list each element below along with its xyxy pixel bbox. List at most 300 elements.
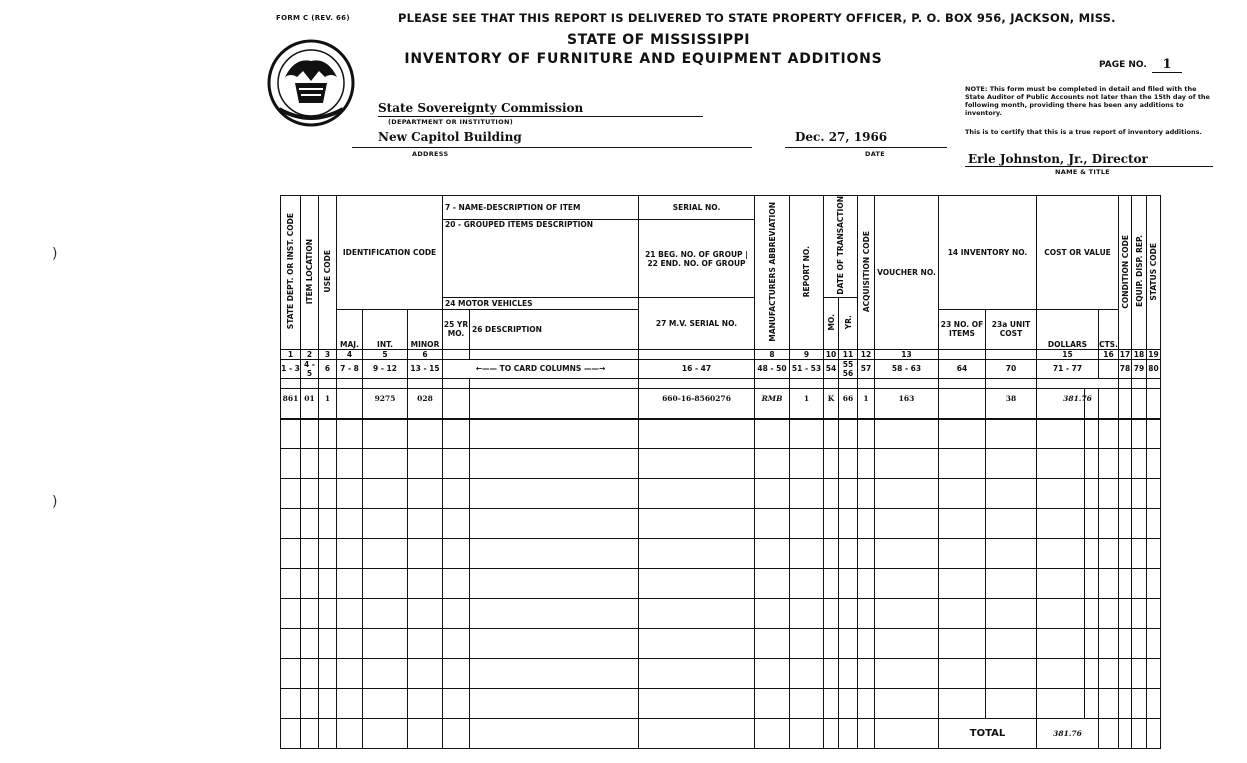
blank-cell: [470, 419, 639, 449]
blank-cell: [839, 449, 858, 479]
inventory-table: [280, 195, 1161, 420]
blank-cell: [755, 389, 790, 419]
blank-cell: [858, 569, 875, 599]
col-motor-vehicles: 24 MOTOR VEHICLES: [443, 297, 639, 309]
col-voucher: VOUCHER NO.: [875, 196, 939, 350]
blank-cell: [281, 629, 301, 659]
blank-cell: [639, 689, 755, 719]
blank-cell: [363, 509, 408, 539]
blank-cell: [1147, 449, 1161, 479]
blank-cell: [755, 419, 790, 449]
blank-cell: [839, 689, 858, 719]
blank-cell: [319, 689, 337, 719]
blank-cell: [1132, 419, 1147, 449]
blank-cell: [408, 449, 443, 479]
blank-cell: [408, 479, 443, 509]
page-label: PAGE NO.: [1099, 60, 1147, 70]
signature-line: [965, 166, 1213, 167]
blank-cell: [839, 479, 858, 509]
blank-cell: [858, 449, 875, 479]
blank-cell: [319, 659, 337, 689]
card-column: 64: [939, 359, 986, 378]
date-line: [785, 147, 947, 148]
col-name-description: 7 - NAME-DESCRIPTION OF ITEM: [443, 196, 639, 220]
address-line: [352, 147, 752, 148]
blank-cell: [824, 689, 839, 719]
blank-cell: [790, 539, 824, 569]
blank-cell: [1147, 539, 1161, 569]
blank-cell: [639, 569, 755, 599]
blank-cell: [639, 479, 755, 509]
blank-cell: [755, 509, 790, 539]
blank-cell: [839, 389, 858, 419]
blank-cell: [1147, 419, 1161, 449]
blank-cell: [281, 479, 301, 509]
blank-cell: [1099, 689, 1119, 719]
blank-cell: [1147, 569, 1161, 599]
cell-mo: K: [824, 378, 839, 419]
date-value: Dec. 27, 1966: [795, 130, 888, 144]
blank-cell: [337, 419, 363, 449]
blank-cell: [755, 569, 790, 599]
blank-cell: [1132, 509, 1147, 539]
col-equip-disp: EQUIP. DISP. REP.: [1132, 196, 1147, 350]
blank-cell: [790, 509, 824, 539]
blank-cell: [875, 629, 939, 659]
date-label: DATE: [865, 150, 885, 158]
blank-cell: [790, 599, 824, 629]
blank-cell: [824, 659, 839, 689]
blank-cell: [639, 629, 755, 659]
blank-cell: [1037, 599, 1085, 629]
state-seal-icon: [265, 37, 357, 129]
blank-cell: [858, 659, 875, 689]
blank-cell: [1119, 479, 1132, 509]
blank-cell: [363, 539, 408, 569]
blank-cell: [337, 539, 363, 569]
blank-cell: [986, 419, 1037, 449]
blank-cell: [281, 659, 301, 689]
col-number: [443, 349, 470, 359]
blank-cell: [790, 479, 824, 509]
col-number: 12: [858, 349, 875, 359]
certification-text: This is to certify that this is a true report of inventory additions.: [965, 128, 1202, 136]
cell-int: 9275: [363, 378, 408, 419]
blank-cell: [875, 509, 939, 539]
blank-cell: [1085, 539, 1099, 569]
card-column: 1 - 3: [281, 359, 301, 378]
blank-cell: [319, 599, 337, 629]
cell-yr: 66: [839, 378, 858, 419]
col-condition: CONDITION CODE: [1119, 196, 1132, 350]
blank-cell: [939, 509, 986, 539]
card-column: 6: [319, 359, 337, 378]
delivery-instruction: PLEASE SEE THAT THIS REPORT IS DELIVERED TO STATE PROPERTY OFFICER, P. O. BOX 956, JACKSON, MISS.: [398, 11, 1116, 25]
col-yr-mo: 25 YR MO.: [443, 309, 470, 349]
cell-acquisition: 1: [858, 378, 875, 419]
col-status: STATUS CODE: [1147, 196, 1161, 350]
blank-cell: [986, 509, 1037, 539]
blank-cell: [858, 539, 875, 569]
blank-cell: [319, 389, 337, 419]
blank-cell: [1132, 569, 1147, 599]
card-column: 51 - 53: [790, 359, 824, 378]
cell-manufacturer: RMB: [755, 378, 790, 419]
blank-cell: [875, 419, 939, 449]
blank-cell: [1132, 479, 1147, 509]
blank-cell: [337, 509, 363, 539]
col-no-items: 23 NO. OF ITEMS: [939, 309, 986, 349]
blank-cell: [408, 689, 443, 719]
col-number: 17: [1119, 349, 1131, 359]
cell-minor: 028: [408, 378, 443, 419]
col-minor: MINOR: [408, 309, 443, 349]
blank-cell: [470, 479, 639, 509]
blank-cell: [1085, 389, 1099, 419]
blank-cell: [337, 689, 363, 719]
department-label: (DEPARTMENT OR INSTITUTION): [388, 118, 513, 126]
blank-cell: [790, 659, 824, 689]
blank-row: [281, 539, 1161, 569]
edge-mark: ): [52, 246, 58, 262]
blank-cell: [301, 509, 319, 539]
blank-cell: [939, 599, 986, 629]
form-title: INVENTORY OF FURNITURE AND EQUIPMENT ADDITIONS: [404, 51, 883, 67]
col-unit-cost: 23a UNIT COST: [986, 309, 1037, 349]
filing-note: NOTE: This form must be completed in detail and filed with the State Auditor of Public Accounts not later than the 15th day of the following month, providing there has been any additions to inventory.: [965, 85, 1210, 117]
blank-cell: [443, 659, 470, 689]
blank-cell: [858, 599, 875, 629]
blank-cell: [319, 629, 337, 659]
col-cts: CTS.: [1099, 309, 1119, 349]
col-number: 3: [319, 349, 337, 359]
col-mo: MO.: [824, 297, 839, 349]
blank-cell: [1099, 569, 1119, 599]
blank-cell: [1132, 449, 1147, 479]
blank-cell: [301, 569, 319, 599]
blank-cell: [824, 509, 839, 539]
blank-cell: [639, 509, 755, 539]
card-column-arrow: ←—— TO CARD COLUMNS ——→: [443, 359, 639, 378]
blank-cell: [470, 689, 639, 719]
col-maj: MAJ.: [337, 309, 363, 349]
blank-cell: [1119, 569, 1132, 599]
blank-cell: [443, 419, 470, 449]
blank-cell: [755, 689, 790, 719]
blank-cell: [639, 449, 755, 479]
blank-cell: [1037, 389, 1085, 419]
blank-cell: [839, 629, 858, 659]
blank-cell: [1085, 449, 1099, 479]
card-column: 55 56: [839, 359, 858, 378]
blank-cell: [363, 569, 408, 599]
blank-cell: [443, 479, 470, 509]
blank-cell: [839, 569, 858, 599]
blank-cell: [1119, 509, 1132, 539]
blank-cell: [986, 479, 1037, 509]
blank-cell: [1037, 449, 1085, 479]
blank-cell: [839, 539, 858, 569]
blank-cell: [858, 419, 875, 449]
blank-cell: [875, 479, 939, 509]
blank-cell: [337, 599, 363, 629]
blank-cell: [839, 419, 858, 449]
blank-cell: [363, 449, 408, 479]
blank-cell: [281, 449, 301, 479]
blank-cell: [337, 449, 363, 479]
page-number: 1: [1152, 57, 1182, 73]
blank-cell: [875, 689, 939, 719]
blank-cell: [1085, 629, 1099, 659]
blank-cell: [337, 629, 363, 659]
blank-cell: [1147, 689, 1161, 719]
blank-cell: [1099, 419, 1119, 449]
blank-cell: [986, 389, 1037, 419]
blank-cell: [755, 539, 790, 569]
blank-cell: [1085, 569, 1099, 599]
blank-cell: [986, 539, 1037, 569]
blank-cell: [1037, 479, 1085, 509]
blank-cell: [639, 539, 755, 569]
blank-cell: [443, 629, 470, 659]
cell-state-dept: 861: [281, 378, 301, 419]
blank-cell: [470, 509, 639, 539]
col-number: [470, 349, 639, 359]
blank-cell: [1147, 479, 1161, 509]
blank-cell: [470, 629, 639, 659]
blank-cell: [1132, 539, 1147, 569]
department-line: [378, 116, 703, 117]
col-number: [939, 349, 986, 359]
blank-cell: [1085, 509, 1099, 539]
blank-cell: [858, 389, 875, 419]
blank-cell: [363, 689, 408, 719]
blank-cell: [824, 599, 839, 629]
blank-cell: [986, 569, 1037, 599]
blank-cell: [1037, 509, 1085, 539]
form-id: FORM C (REV. 66): [276, 14, 350, 22]
blank-cell: [408, 539, 443, 569]
blank-cell: [470, 389, 639, 419]
blank-cell: [1099, 389, 1119, 419]
card-column: 4 - 5: [301, 359, 319, 378]
blank-cell: [986, 599, 1037, 629]
col-number: 1: [281, 349, 301, 359]
blank-cell: [301, 449, 319, 479]
blank-cell: [281, 689, 301, 719]
blank-cell: [1132, 389, 1147, 419]
blank-cell: [301, 389, 319, 419]
col-number: 6: [408, 349, 443, 359]
blank-cell: [755, 599, 790, 629]
blank-cell: [1147, 509, 1161, 539]
state-heading: STATE OF MISSISSIPPI: [567, 32, 750, 48]
blank-cell: [875, 659, 939, 689]
signature-label: NAME & TITLE: [1055, 168, 1111, 176]
blank-cell: [363, 659, 408, 689]
card-column: 48 - 50: [755, 359, 790, 378]
blank-cell: [408, 659, 443, 689]
col-inventory-no: 14 INVENTORY NO.: [939, 196, 1037, 310]
signature-value: Erle Johnston, Jr., Director: [968, 152, 1148, 166]
blank-cell: [1099, 659, 1119, 689]
blank-cell: [337, 389, 363, 419]
blank-cell: [839, 659, 858, 689]
col-number: [986, 349, 1037, 359]
col-report-no: REPORT NO.: [790, 196, 824, 350]
col-number: 15: [1037, 349, 1099, 359]
blank-cell: [301, 479, 319, 509]
cell-voucher: 163: [875, 378, 939, 419]
col-int: INT.: [363, 309, 408, 349]
blank-cell: [281, 539, 301, 569]
blank-row: [281, 449, 1161, 479]
col-yr: YR.: [839, 297, 858, 349]
blank-cell: [1085, 479, 1099, 509]
card-column: 9 - 12: [363, 359, 408, 378]
col-acquisition: ACQUISITION CODE: [858, 196, 875, 350]
blank-cell: [408, 599, 443, 629]
col-mv-serial: 27 M.V. SERIAL NO.: [639, 297, 755, 349]
blank-cell: [858, 629, 875, 659]
blank-cell: [470, 599, 639, 629]
blank-cell: [1132, 659, 1147, 689]
col-state-dept: STATE DEPT. OR INST. CODE: [281, 196, 301, 350]
card-column: 71 - 77: [1037, 359, 1099, 378]
cell-dollars: 381.76: [1037, 378, 1119, 419]
blank-cell: [1085, 689, 1099, 719]
blank-cell: [639, 419, 755, 449]
blank-cell: [755, 629, 790, 659]
col-beg-end-no: 21 BEG. NO. OF GROUP | 22 END. NO. OF GROUP: [639, 220, 755, 297]
blank-cell: [301, 539, 319, 569]
blank-cell: [301, 659, 319, 689]
address-value: New Capitol Building: [378, 130, 522, 144]
blank-cell: [1037, 629, 1085, 659]
blank-cell: [755, 659, 790, 689]
blank-cell: [790, 689, 824, 719]
blank-cell: [1119, 689, 1132, 719]
card-column: 80: [1147, 359, 1161, 378]
card-column: 79: [1132, 359, 1147, 378]
cell-mv-serial: 660-16-8560276: [639, 378, 755, 419]
blank-cell: [939, 419, 986, 449]
blank-cell: [408, 419, 443, 449]
blank-cell: [755, 449, 790, 479]
blank-cell: [1147, 389, 1161, 419]
blank-cell: [875, 599, 939, 629]
col-number: 19: [1148, 349, 1159, 359]
blank-cell: [1132, 629, 1147, 659]
col-grouped-items: 20 - GROUPED ITEMS DESCRIPTION: [443, 220, 639, 297]
blank-cell: [1119, 419, 1132, 449]
blank-cell: [790, 449, 824, 479]
blank-cell: [443, 509, 470, 539]
blank-cell: [755, 479, 790, 509]
blank-cell: [319, 449, 337, 479]
blank-cell: [319, 479, 337, 509]
blank-row: [281, 659, 1161, 689]
blank-row: [281, 689, 1161, 719]
blank-cell: [408, 389, 443, 419]
blank-cell: [470, 659, 639, 689]
blank-cell: [939, 659, 986, 689]
blank-cell: [875, 569, 939, 599]
blank-cell: [639, 389, 755, 419]
blank-cell: [1119, 599, 1132, 629]
blank-cell: [639, 599, 755, 629]
blank-cell: [470, 449, 639, 479]
blank-cell: [281, 599, 301, 629]
blank-row: [281, 569, 1161, 599]
blank-cell: [1099, 629, 1119, 659]
blank-cell: [790, 419, 824, 449]
blank-cell: [363, 629, 408, 659]
col-dollars: DOLLARS: [1037, 309, 1099, 349]
blank-cell: [337, 479, 363, 509]
blank-cell: [301, 599, 319, 629]
blank-cell: [824, 569, 839, 599]
blank-cell: [443, 569, 470, 599]
blank-cell: [939, 569, 986, 599]
col-item-location: ITEM LOCATION: [301, 196, 319, 350]
blank-cell: [1147, 599, 1161, 629]
blank-cell: [1119, 629, 1132, 659]
blank-row: [281, 479, 1161, 509]
cell-item-location: 01: [301, 378, 319, 419]
card-column: 70: [986, 359, 1037, 378]
col-cost: COST OR VALUE: [1037, 196, 1119, 310]
blank-row: [281, 509, 1161, 539]
blank-cell: [337, 569, 363, 599]
blank-cell: [363, 389, 408, 419]
blank-cell: [939, 449, 986, 479]
blank-row: [281, 599, 1161, 629]
blank-cell: [790, 569, 824, 599]
cell-use-code: 1: [319, 378, 337, 419]
col-serial-no: SERIAL NO.: [639, 196, 755, 220]
blank-cell: [1119, 659, 1132, 689]
blank-cell: [986, 659, 1037, 689]
blank-cell: [986, 689, 1037, 719]
blank-cell: [281, 509, 301, 539]
blank-cell: [1147, 659, 1161, 689]
blank-cell: [337, 659, 363, 689]
blank-cell: [363, 479, 408, 509]
blank-cell: [1119, 449, 1132, 479]
blank-cell: [281, 569, 301, 599]
total-row: [281, 719, 1161, 749]
col-number: [639, 349, 755, 359]
blank-row: [281, 419, 1161, 449]
blank-cell: [443, 599, 470, 629]
blank-cell: [1099, 599, 1119, 629]
blank-cell: [1119, 389, 1132, 419]
blank-cell: [839, 599, 858, 629]
blank-cell: [824, 539, 839, 569]
col-number: 9: [790, 349, 824, 359]
blank-cell: [939, 629, 986, 659]
blank-cell: [443, 539, 470, 569]
col-number: 18: [1132, 349, 1147, 359]
blank-cell: [470, 539, 639, 569]
blank-cell: [875, 389, 939, 419]
blank-cell: [1132, 599, 1147, 629]
col-number: 11: [839, 349, 858, 359]
blank-cell: [1099, 539, 1119, 569]
card-column: 54: [824, 359, 839, 378]
blank-cell: [301, 689, 319, 719]
